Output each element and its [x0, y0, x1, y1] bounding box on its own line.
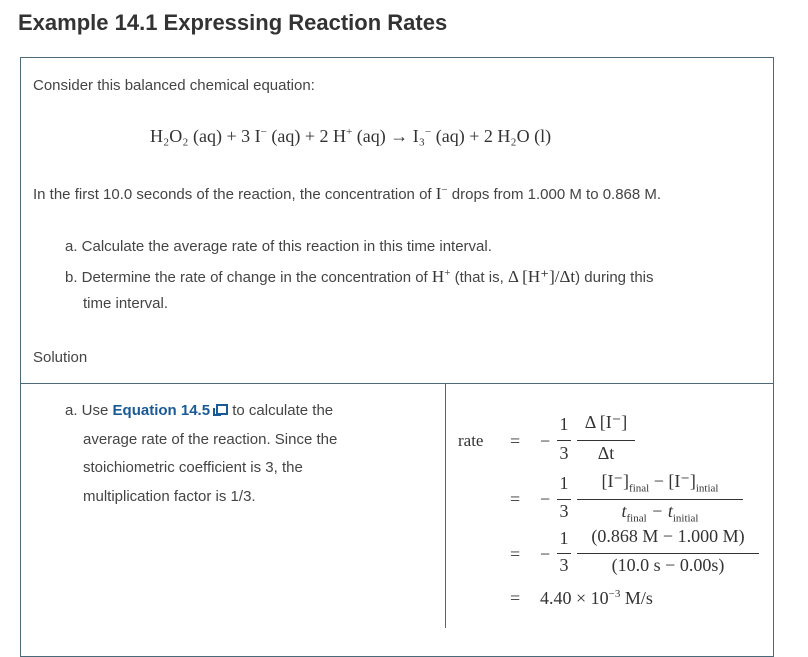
question-a: a. Calculate the average rate of this reaction in this time interval. — [65, 238, 492, 255]
problem-statement: In the first 10.0 seconds of the reaction, the concentration of I− drops from 1.000 M to 0.868 M. — [33, 184, 662, 203]
solution-a-line2: average rate of the reaction. Since the — [83, 431, 338, 448]
bar-2b — [577, 499, 743, 500]
minus-1: − — [540, 431, 551, 451]
equals-4: = — [510, 588, 521, 608]
row1-num: Δ [I⁻] — [584, 412, 628, 432]
rate-label: rate — [458, 431, 484, 450]
intro-text: Consider this balanced chemical equation: — [33, 77, 315, 94]
divider-vertical — [445, 384, 446, 628]
page-title: Example 14.1 Expressing Reaction Rates — [18, 10, 448, 35]
equals-3: = — [510, 544, 521, 564]
equals-2: = — [510, 489, 521, 509]
three-1: 3 — [559, 443, 569, 463]
equation-link[interactable]: Equation 14.5 — [112, 402, 211, 419]
bar-3a — [557, 553, 571, 554]
solution-a-line4: multiplication factor is 1/3. — [83, 488, 256, 505]
question-b: b. Determine the rate of change in the concentration of H+ (that is, Δ [H⁺]/Δt) during this — [65, 267, 654, 286]
three-3: 3 — [559, 555, 569, 575]
minus-2: − — [540, 489, 551, 509]
solution-label: Solution — [33, 349, 88, 366]
result: $4.40 \times 10^{-3}$ M/s — [540, 588, 653, 608]
solution-a-line1: a. Use Equation 14.5 to calculate the — [65, 402, 334, 419]
bar-3b — [577, 553, 759, 554]
one-1: 1 — [559, 414, 569, 434]
divider-horizontal — [20, 383, 774, 384]
external-link-icon[interactable] — [213, 404, 226, 416]
one-2: 1 — [559, 473, 569, 493]
row3-num: (0.868 M − 1.000 M) — [591, 526, 745, 546]
three-2: 3 — [559, 501, 569, 521]
one-3: 1 — [559, 528, 569, 548]
row2-num: $[I^-]_{final} - [I^-]_{intial}$ — [601, 471, 719, 495]
row3-den: (10.0 s − 0.00s) — [611, 555, 725, 575]
minus-3: − — [540, 544, 551, 564]
bar-1a — [557, 440, 571, 441]
question-b-line2: time interval. — [83, 295, 169, 312]
row2-den: $t_{final} - t_{initial}$ — [621, 501, 699, 525]
balanced-equation: H₂O₂ (aq) + 3 I− (aq) + 2 H+ (aq) → I₃− (aq) + 2 H₂O (l) — [150, 126, 552, 146]
equals-1: = — [510, 431, 521, 451]
row1-den: Δt — [597, 443, 615, 463]
solution-a-line3: stoichiometric coefficient is 3, the — [83, 459, 303, 476]
bar-1b — [577, 440, 635, 441]
bar-2a — [557, 499, 571, 500]
